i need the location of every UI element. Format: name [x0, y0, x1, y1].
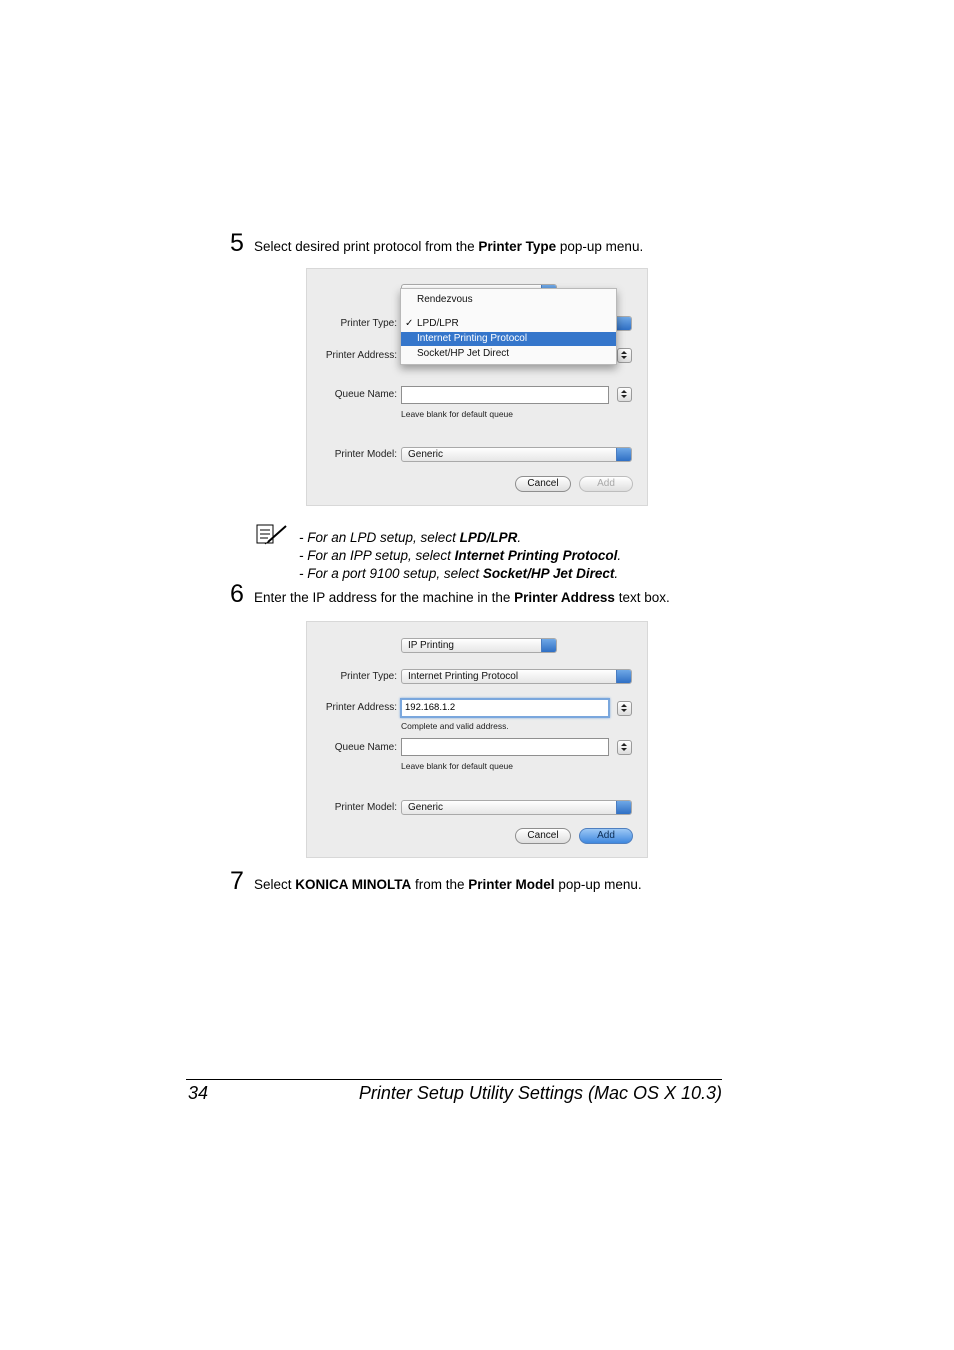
step-number-6: 6 [230, 580, 244, 608]
note-icon [256, 523, 288, 545]
checkmark-icon: ✓ [405, 318, 414, 329]
step-7-text-post: pop-up menu. [554, 877, 642, 892]
printer-address-field[interactable]: 192.168.1.2 [400, 698, 610, 718]
step-number-7: 7 [230, 867, 244, 895]
printer-type-label: Printer Type: [340, 671, 397, 682]
printer-type-popup[interactable] [401, 669, 632, 684]
note-2-bold: Internet Printing Protocol [454, 548, 618, 563]
step-7-bold-1: KONICA MINOLTA [295, 877, 412, 892]
printer-model-label: Printer Model: [334, 449, 397, 460]
step-7-text-mid: from the [411, 877, 469, 892]
add-button[interactable]: Add [579, 828, 633, 844]
note-2-pre: - For an IPP setup, select [299, 548, 455, 563]
note-3-bold: Socket/HP Jet Direct [482, 566, 615, 581]
note-1-pre: - For an LPD setup, select [299, 530, 460, 545]
printer-address-label: Printer Address: [325, 702, 397, 713]
printer-model-popup[interactable] [401, 800, 632, 815]
step-6-text-post: text box. [614, 590, 670, 605]
menu-item-rendezvous[interactable]: Rendezvous [417, 294, 473, 305]
menu-item-lpd-lpr[interactable] [401, 317, 616, 331]
step-6-bold: Printer Address [514, 590, 615, 605]
step-5-text [254, 239, 643, 254]
note-line-2 [299, 548, 621, 563]
step-7-text-pre: Select [254, 877, 296, 892]
cancel-button[interactable]: Cancel [515, 828, 571, 844]
add-button[interactable]: Add [579, 476, 633, 492]
printer-model-value: Generic [408, 802, 444, 813]
queue-name-field[interactable] [401, 386, 609, 404]
step-6-text-pre: Enter the IP address for the machine in the [254, 590, 515, 605]
printer-type-label: Printer Type: [340, 318, 397, 329]
printer-dialog-2 [306, 621, 648, 858]
note-2-post: . [617, 548, 622, 563]
printer-dialog-1 [306, 268, 648, 506]
step-5-text-pre: Select desired print protocol from the [254, 239, 479, 254]
queue-name-label: Queue Name: [334, 389, 397, 400]
printer-model-popup[interactable] [401, 447, 632, 462]
note-1-bold: LPD/LPR [459, 530, 518, 545]
menu-item-socket-hp-jet-direct[interactable]: Socket/HP Jet Direct [417, 348, 510, 359]
connection-popup[interactable] [401, 638, 557, 653]
connection-value: IP Printing [408, 640, 454, 651]
note-3-pre: - For a port 9100 setup, select [299, 566, 483, 581]
step-7-bold-2: Printer Model [468, 877, 555, 892]
queue-name-history-button[interactable] [617, 387, 632, 402]
queue-name-label: Queue Name: [334, 742, 397, 753]
printer-model-value: Generic [408, 449, 444, 460]
printer-model-label: Printer Model: [334, 802, 397, 813]
footer-rule [186, 1079, 722, 1080]
note-1-post: . [517, 530, 522, 545]
queue-hint: Leave blank for default queue [401, 761, 514, 771]
printer-address-label: Printer Address: [325, 350, 397, 361]
queue-name-history-button[interactable] [617, 740, 632, 755]
address-hint: Complete and valid address. [401, 721, 509, 731]
menu-item-internet-printing-protocol[interactable]: Internet Printing Protocol [401, 332, 616, 346]
step-7-text [254, 877, 642, 892]
page-number: 34 [188, 1083, 209, 1103]
printer-address-history-button[interactable] [617, 701, 632, 716]
printer-type-value: Internet Printing Protocol [408, 671, 519, 682]
note-line-1 [299, 530, 521, 545]
step-6-text [254, 590, 670, 605]
note-line-3 [299, 566, 618, 581]
printer-type-menu [400, 288, 617, 365]
menu-item-lpd-lpr-label: LPD/LPR [417, 318, 459, 329]
footer-title: Printer Setup Utility Settings (Mac OS X 10.3) [358, 1083, 722, 1103]
queue-name-field[interactable] [401, 738, 609, 756]
step-number-5: 5 [230, 229, 244, 257]
step-5-text-post: pop-up menu. [556, 239, 644, 254]
step-5-bold: Printer Type [478, 239, 557, 254]
note-3-post: . [614, 566, 619, 581]
queue-hint: Leave blank for default queue [401, 409, 514, 419]
printer-address-history-button[interactable] [617, 348, 632, 363]
cancel-button[interactable]: Cancel [515, 476, 571, 492]
